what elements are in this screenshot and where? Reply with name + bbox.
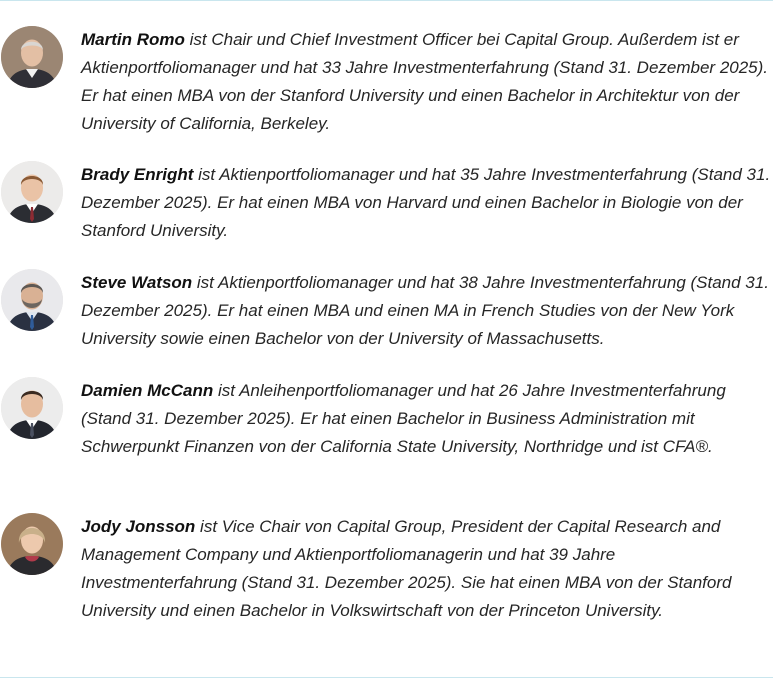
bio-description: ist Aktienportfoliomanager und hat 35 Jahre Investmenterfahrung (Stand 31. Dezember 2025). Er hat einen MBA von Harvard und einen Bachelor in Biologie von der Stanford University. bbox=[81, 165, 771, 240]
avatar-jody-jonsson bbox=[1, 513, 63, 575]
top-divider bbox=[0, 0, 773, 1]
portfolio-manager-bios bbox=[0, 24, 773, 619]
bio-text bbox=[81, 269, 773, 353]
bio-martin-romo bbox=[0, 24, 773, 159]
bio-text bbox=[81, 513, 773, 625]
bio-name: Martin Romo bbox=[81, 30, 185, 49]
avatar-steve-watson bbox=[1, 269, 63, 331]
bio-damien-mccann bbox=[0, 375, 773, 511]
bio-text bbox=[81, 377, 773, 461]
bio-description: ist Vice Chair von Capital Group, President der Capital Research and Management Company und Aktienportfoliomanagerin und hat 39 Jahre Investmenterfahrung (Stand 31. Dezember 2025). Sie hat einen MBA von der Stanford University und einen Bachelor in Volkswirtschaft von der Princeton University. bbox=[81, 517, 732, 620]
bio-name: Steve Watson bbox=[81, 273, 193, 292]
bio-description: ist Anleihenportfoliomanager und hat 26 Jahre Investmenterfahrung (Stand 31. Dezember 2025). Er hat einen Bachelor in Business Administration mit Schwerpunkt Finanzen von der California State University, Northridge und ist CFA®. bbox=[81, 381, 726, 456]
bio-jody-jonsson bbox=[0, 511, 773, 619]
bio-text bbox=[81, 161, 773, 245]
bio-steve-watson bbox=[0, 267, 773, 375]
bio-description: ist Chair und Chief Investment Officer bei Capital Group. Außerdem ist er Aktienportfoliomanager und hat 33 Jahre Investmenterfahrung (Stand 31. Dezember 2025). Er hat einen MBA von der Stanford University und einen Bachelor in Architektur von der University of California, Berkeley. bbox=[81, 30, 769, 133]
bio-text bbox=[81, 26, 773, 138]
bio-name: Brady Enright bbox=[81, 165, 194, 184]
bio-brady-enright bbox=[0, 159, 773, 267]
bio-description: ist Aktienportfoliomanager und hat 38 Jahre Investmenterfahrung (Stand 31. Dezember 2025). Er hat einen MBA und einen MA in French Studies von der New York University sowie einen Bachelor von der University of Massachusetts. bbox=[81, 273, 769, 348]
bio-name: Jody Jonsson bbox=[81, 517, 196, 536]
bio-name: Damien McCann bbox=[81, 381, 214, 400]
avatar-martin-romo bbox=[1, 26, 63, 88]
avatar-damien-mccann bbox=[1, 377, 63, 439]
avatar-brady-enright bbox=[1, 161, 63, 223]
